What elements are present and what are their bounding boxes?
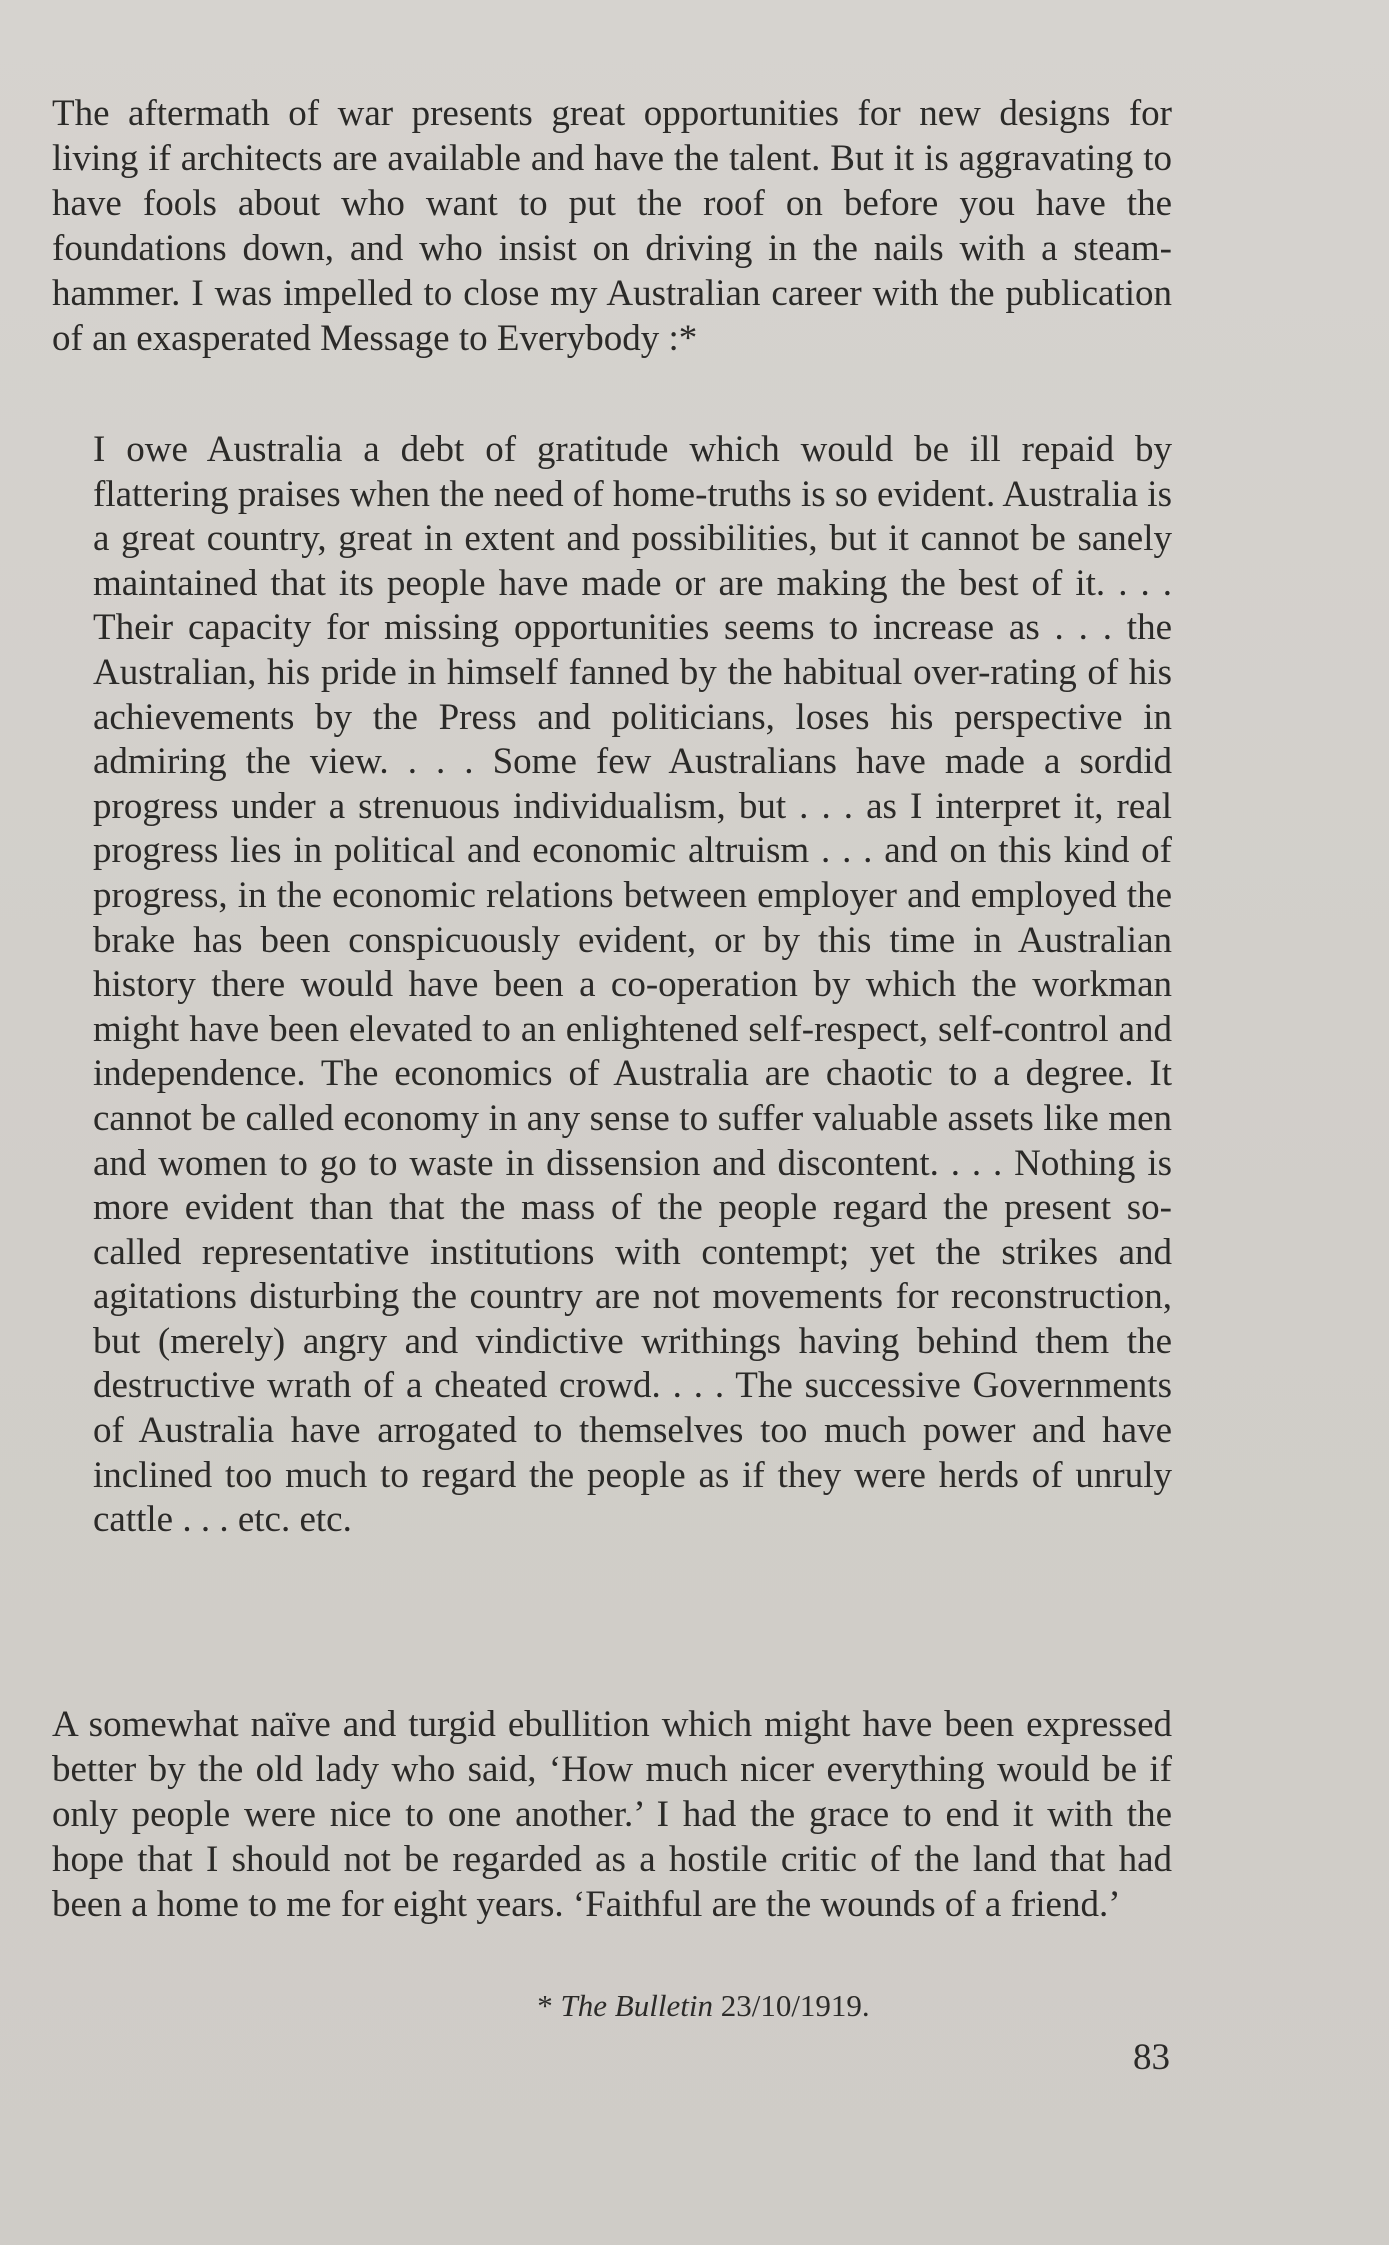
footnote bbox=[0, 1986, 1389, 2026]
quoted-message-paragraph: I owe Australia a debt of gratitude which would be ill repaid by flattering praises when the need of home-truths is so evident. Australia is a great country, great in extent and possibilities, but it cannot be sanely maintained that its people have made or are making the best of it. . . . Their capacity for missing opportunities seems to increase as . . . the Australian, his pride in himself fanned by the habitual over-rating of his achievements by the Press and politicians, loses his perspective in admiring the view. . . . Some few Australians have made a sordid progress under a strenuous individualism, but . . . as I interpret it, real progress lies in political and economic altruism . . . and on this kind of progress, in the economic relations between employer and employed the brake has been conspicuously evident, or by this time in Australian history there would have been a co-operation by which the workman might have been elevated to an enlightened self-respect, self-control and independence. The economics of Australia are chaotic to a degree. It cannot be called economy in any sense to suffer valuable assets like men and women to go to waste in dissension and discontent. . . . Nothing is more evident than that the mass of the people regard the present so-called representative institutions with contempt; yet the strikes and agitations disturbing the country are not movements for reconstruction, but (merely) angry and vindictive writhings having behind them the destructive wrath of a cheated crowd. . . . The successive Governments of Australia have arrogated to themselves too much power and have inclined too much to regard the people as if they were herds of unruly cattle . . . etc. etc. bbox=[93, 429, 1172, 1541]
closing-paragraph: A somewhat naïve and turgid ebullition which might have been expressed better by the old lady who said, ‘How much nicer everything would be if only people were nice to one another.’ I had the grace to end it with the hope that I should not be regarded as a hostile critic of the land that had been a home to me for eight years. ‘Faithful are the wounds of a friend.’ bbox=[52, 1704, 1172, 1925]
intro-paragraph: The aftermath of war presents great opportunities for new designs for living if architects are available and have the talent. But it is aggravating to have fools about who want to put the roof on before you have the foundations down, and who insist on driving in the nails with a steam-hammer. I was impelled to close my Australian career with the publication of an exasperated Message to Everybody :* bbox=[52, 93, 1172, 359]
footnote-marker: * bbox=[537, 1988, 561, 2023]
page-number: 83 bbox=[1133, 2037, 1170, 2078]
footnote-source-title: The Bulletin bbox=[560, 1988, 713, 2023]
footnote-date: 23/10/1919. bbox=[712, 1988, 870, 2023]
